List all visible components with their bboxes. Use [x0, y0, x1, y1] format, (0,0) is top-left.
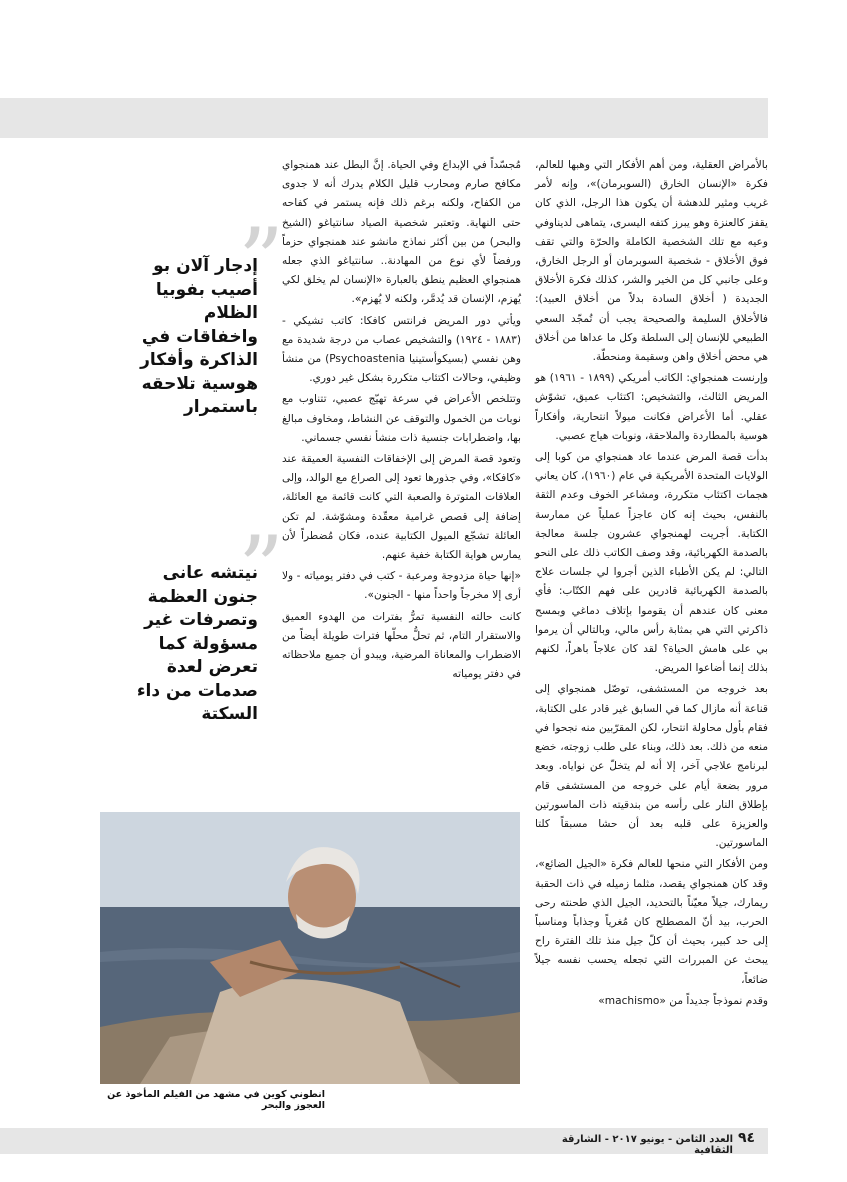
paragraph: بدأت قصة المرض عندما عاد همنجواي من كوبا إلى الولايات المتحدة الأمريكية في عام (١٩٦٠)، كان يعاني هجمات اكتئاب متكررة، ومشاعر الخوف وعدم الثقة بالنفس، بحيث إنه كان عاجزاً عملياً عن ممارسة الكتابة. أجريت لهمنجواي عشرون جلسة معالجة بالصدمة الكهربائية، وقد وصف الكاتب ذلك على النحو التالي: لم يكن الأطباء الذين أجروا لي جلسات علاج بالصدمة الكهربائية قادرين على فهم الكتّاب: فأي معنى كان عندهم أن يقوموا بإتلاف دماغي وبمسح ذاكرتي التي هي بمثابة رأس مالي، وبالتالي أن يرموا بي على هامش الحياة؟ لقد كان علاجاً باهراً، لكنهم بذلك إنما أضاعوا المريض. — [535, 451, 768, 675]
page-number: ٩٤ — [738, 1130, 756, 1146]
paragraph: كانت حالته النفسية تمرُّ بفترات من الهدوء العميق والاستقرار التام، ثم تحلُّ محلّها فترات طويلة أيضاً من الاضطراب والمعاناة المرضية، ويبدو أن جميع ملاحظاته في دفتر يومياته — [282, 610, 521, 681]
pull-quote: إدجار آلان بو أصيب بفوبيا الظلام واخفاقات في الذاكرة وأفكار هوسية تلاحقه باستمرار — [140, 256, 258, 417]
paragraph: وقدم نموذجاً جديداً من «machismo» — [598, 994, 768, 1007]
paragraph: ومن الأفكار التي منحها للعالم فكرة «الجيل الضائع»، وقد كان همنجواي يقصد، مثلما زميله في ذات الحقبة ريمارك، جيلاً معيّناً بالتحديد، الجيل الذي طحنته رحى الحرب، بيد أنّ المصطلح كان مُغرياً وجذاباً ومناسباً إلى حد كبير، بحيث أن كلّ جيل منذ تلك الفترة راح يبحث عن المبررات التي تجعله يحسب نفسه جيلاً ضائعاً، — [535, 858, 768, 986]
paragraph: وإرنست همنجواي: الكاتب أمريكي (١٨٩٩ - ١٩٦١) هو المريض الثالث، والتشخيص: اكتئاب عميق، تشوّش عقلي. أما الأعراض فكانت ميولاً انتحارية، وأفكاراً هوسية بالمطاردة والملاحقة، ونوبات هياج عصبي. — [535, 372, 769, 442]
photo-caption: انطوني كوين في مشهد من الفيلم المأخوذ عن العجوز والبحر — [107, 1089, 325, 1111]
issue-text: العدد الثامن - يونيو ٢٠١٧ - — [604, 1134, 733, 1145]
right-column — [535, 156, 768, 1013]
film-still-photo — [100, 812, 520, 1084]
middle-column — [282, 156, 521, 686]
header-band — [0, 98, 768, 138]
paragraph: وتتلخص الأعراض في سرعة تهيّج عصبي، تتناوب مع نوبات من الخمول والتوقف عن النشاط، ومخاوف مبالغ بها، واضطرابات جنسية ذات منشأ نفسي جسماني. — [282, 393, 521, 444]
paragraph: مُجسّداً في الإبداع وفي الحياة. إنَّ البطل عند همنجواي مكافح صارم ومحارب قليل الكلام يدرك أنه لا جدوى من الكفاح، ولكنه برغم ذلك فإنه يستمر في كفاحه حتى النهاية. وتعتبر شخصية الصياد سانتياغو (الشيخ والبحر) من بين أكثر نماذج مانشو عند همنجواي حزماً ورفضاً لأي نوع من المهادنة.. سانتياغو الذي جعله همنجواي العظيم ينطق بالعبارة «الإنسان لم يخلق لكي يُهزم، الإنسان قد يُدمَّر، ولكنه لا يُهزم». — [282, 159, 521, 306]
quote-mark-icon: ” — [238, 209, 285, 314]
paragraph: «إنها حياة مزدوجة ومرعبة - كتب في دفتر يومياته - ولا أرى إلا مخرجاً واحداً منها - الجنون». — [282, 570, 521, 602]
photo-illustration — [100, 812, 520, 1084]
pull-quote: نيتشه عانى جنون العظمة وتصرفات غير مسؤولة كما تعرض لعدة صدمات من داء السكتة — [136, 563, 258, 724]
paragraph: ويأتي دور المريض فرانتس كافكا: كاتب تشيكي - (١٨٨٣ - ١٩٢٤) والتشخيص عصاب من درجة شديدة مع وهن نفسي (بسيكوأستينيا Psychoastenia) من منشأ وظيفي، وحالات اكتئاب متكررة بشكل غير دوري. — [282, 314, 522, 385]
magazine-name: الشارقة الثقافية — [561, 1134, 733, 1156]
paragraph: بعد خروجه من المستشفى، توصّل همنجواي إلى قناعة أنه مازال كما في السابق غير قادر على الكتابة، فقام بأول محاولة انتحار، لكن المقرّبين منه نجحوا في منعه من ذلك. بعد ذلك، وبناء على طلب زوجته، خضع لبرنامج علاجي آخر، إلا أنه لم يتخلّ عن نواياه. وبعد مرور بضعة أيام على خروجه من المستشفى قام بإطلاق النار على رأسه من بندقيته ذات الماسورتين والعزيزة على قلبه بعد أن حشا مسبقاً كلتا الماسورتين. — [535, 683, 768, 850]
paragraph: بالأمراض العقلية، ومن أهم الأفكار التي وهبها للعالم، فكرة «الإنسان الخارق (السوبرمان)»، وإنه لأمر غريب ومثير للدهشة أن يكون هذا الرجل، الذي كان يقفز كالعنزة وهو يبرز كتفه اليسرى، يتماهى لديناوفي وعيه مع تلك الشخصية الكاملة والحرّة والتي تقف فوق الأخلاق - شخصية السوبرمان أو الرجل الخارق، وعلى جانبي كل من الخير والشر، كذلك فكرة الأخلاق الجديدة ( أخلاق السادة بدلاً من أخلاق العبيد): فالأخلاق السليمة والصحيحة يجب أن تُمجّد السعي الطبيعي للإنسان إلى السلطة وكل ما عداها من أخلاق هي محض أخلاق واهن وسقيمة ومنحطّة. — [535, 159, 768, 364]
paragraph: وتعود قصة المرض إلى الإخفاقات النفسية العميقة عند «كافكا»، وفي جذورها تعود إلى الصراع مع الوالد، وإلى العلاقات المتوترة والصعبة التي كانت قائمة مع العائلة، إضافة إلى قصص غرامية معقّدة ومشوّشة. لم تكن العائلة تشجّع الميول الكتابية عنده، فكان مُضطراً لأن يمارس هواية الكتابة خفية عنهم. — [282, 453, 521, 562]
issue-line — [535, 1134, 733, 1156]
quote-mark-icon: ” — [238, 517, 285, 622]
